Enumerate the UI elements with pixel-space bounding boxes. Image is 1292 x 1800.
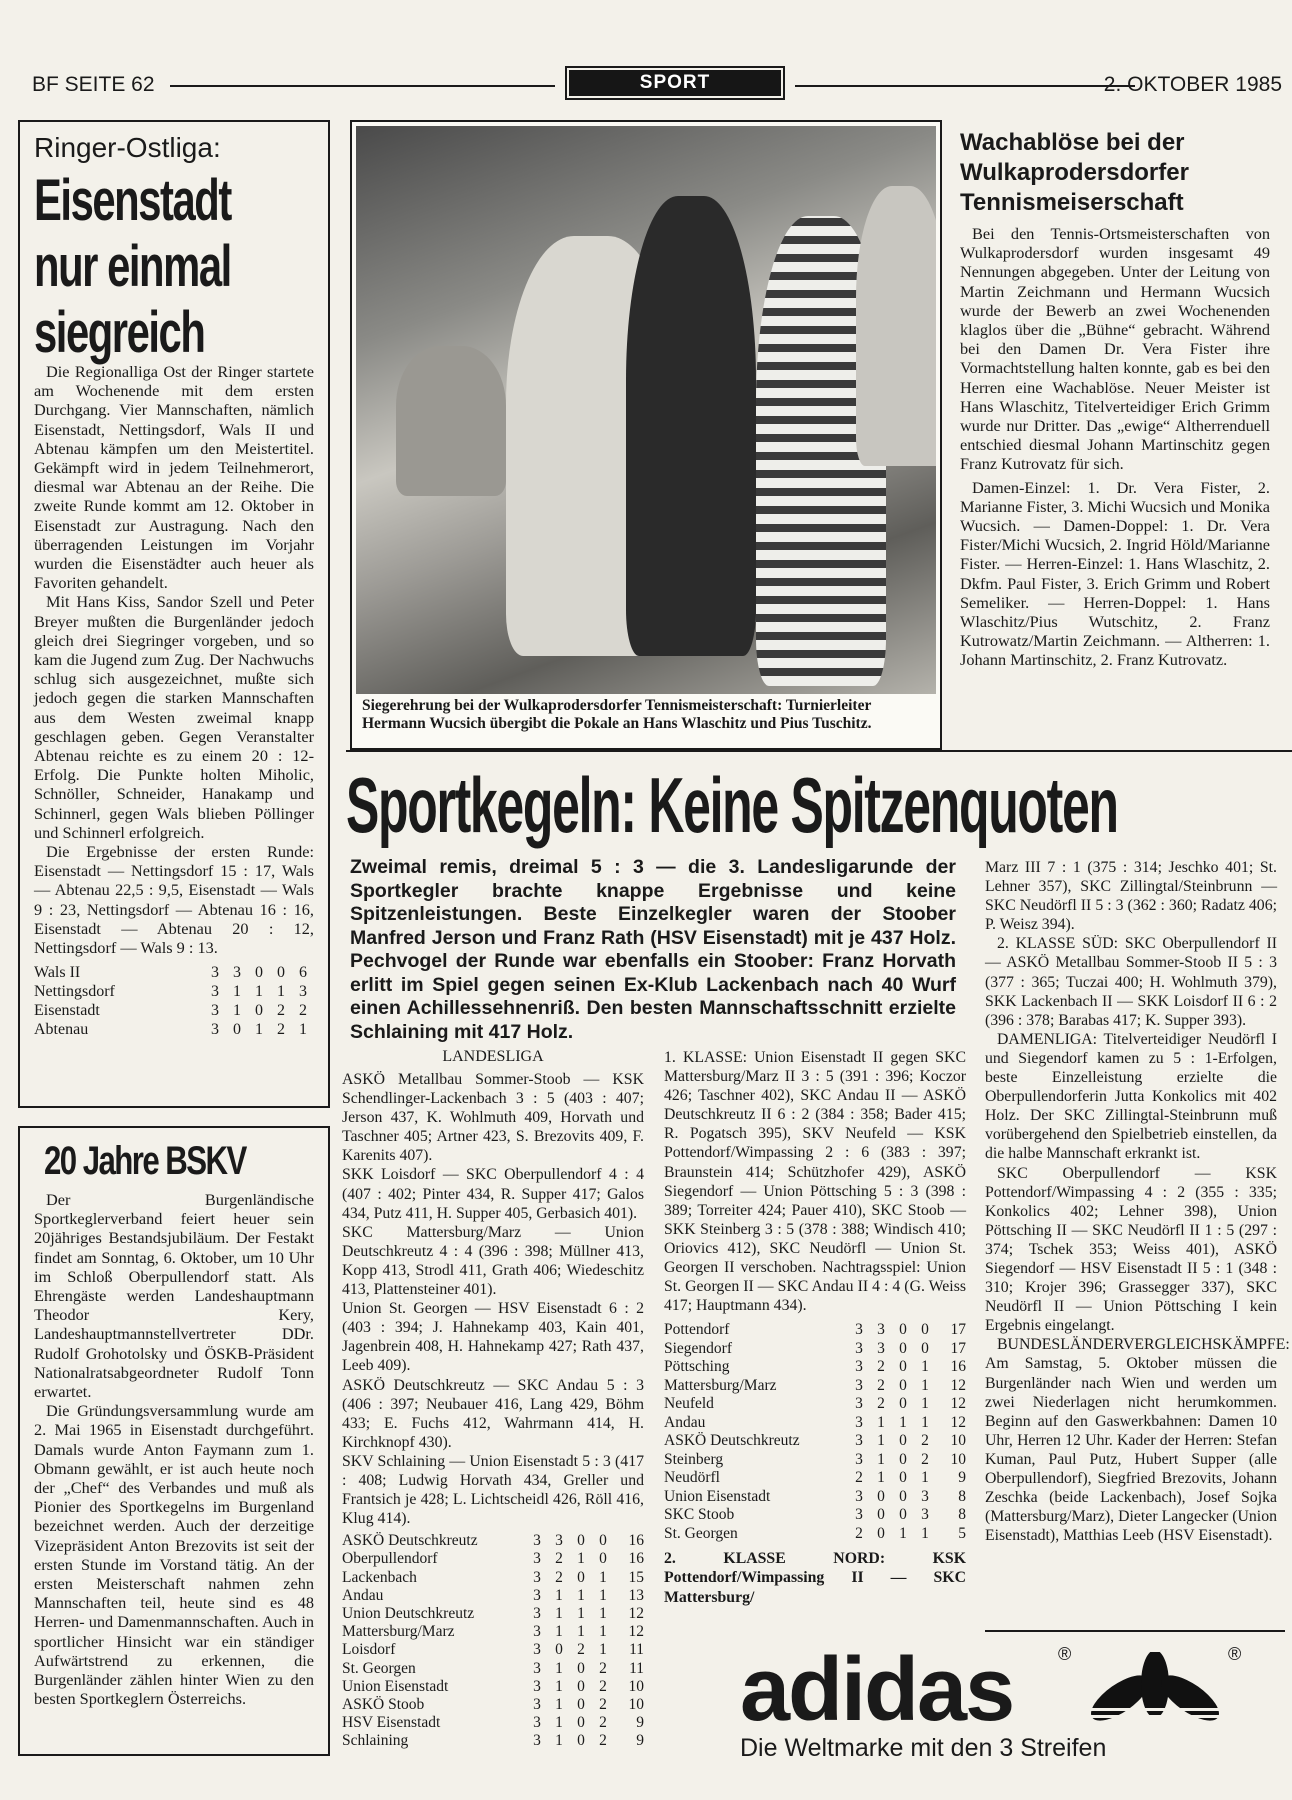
kegeln-col-klasse: [664, 1048, 966, 1607]
result-paragraph: Union St. Georgen — HSV Eisenstadt 6 : 2 (403 : 394; J. Hahnekamp 403, Kain 401, Jagenbrein 408, H. Hahnekamp 427; Rath 437, Leeb 409).: [342, 1300, 644, 1375]
adidas-logo-text: adidas: [740, 1640, 1014, 1740]
registered-mark: ®: [1058, 1644, 1072, 1664]
table-row: Siegendorf 3 3 0 0 17: [664, 1339, 966, 1357]
headline-line: Eisenstadt: [34, 168, 231, 233]
rule: [170, 85, 555, 87]
table-row: Mattersburg/Marz 3 2 0 1 12: [664, 1376, 966, 1394]
result-paragraph: Marz III 7 : 1 (375 : 314; Jeschko 401; St. Lehner 357), SKC Zillingtal/Steinbrunn — SKC Neudörfl II 5 : 3 (362 : 360; Radatz 406; P. Weisz 394).: [985, 859, 1277, 934]
table-row: ASKÖ Stoob 3 1 0 2 10: [342, 1696, 644, 1714]
table-row: Eisenstadt 3 1 0 2 2: [34, 1002, 307, 1020]
rule: [985, 1630, 1285, 1632]
table-row: St. Georgen 2 0 1 1 5: [664, 1524, 966, 1542]
bskv-paragraph: Der Burgenländische Sportkeglerverband feiert heuer sein 20jähriges Bestandsjubiläum. Der Festakt findet am Sonntag, 6. Oktober, um 10 Uhr im Schloß Oberpullendorf statt. Als Ehrengäste werden Landeshauptmann Theodor Kery, Landeshauptmannstellvertreter DDr. Rudolf Grohotolsky und ÖSKB-Präsident Nationalratsabgeordneter Rudolf Tonn erwartet.: [34, 1190, 314, 1402]
landesliga-standings: [342, 1532, 644, 1750]
result-paragraph: SKV Schlaining — Union Eisenstadt 5 : 3 (417 : 408; Ludwig Horvath 434, Greller und Frantsich je 428; L. Lichtscheidl 426, Röll 416, Klug 414).: [342, 1452, 644, 1528]
table-row: Wals II 3 3 0 0 6: [34, 964, 307, 982]
result-paragraph: 2. KLASSE NORD: KSK Pottendorf/Wimpassing II — SKC Mattersburg/: [664, 1550, 966, 1606]
ringer-paragraph: Die Ergebnisse der ersten Runde: Eisenstadt — Nettingsdorf 15 : 17, Wals — Abtenau 22,5 : 9,5, Eisenstadt — Wals 9 : 23, Nettingsdorf — Abtenau 16 : 16, Eisenstadt — Abtenau 20 : 12, Nettingsdorf — Wals 9 : 13.: [34, 842, 314, 958]
result-paragraph: SKC Mattersburg/Marz — Union Deutschkreutz 4 : 4 (396 : 398; Müllner 413, Kopp 413, Strodl 411, Grath 406; Wiedeschitz 413, Plattensteiner 401).: [342, 1223, 644, 1299]
table-row: Mattersburg/Marz 3 1 1 1 12: [342, 1623, 644, 1641]
result-paragraph: 1. KLASSE: Union Eisenstadt II gegen SKC Mattersburg/Marz II 3 : 5 (391 : 396; Koczor 426; Taschner 402), SKC Andau II — ASKÖ Deutschkreutz II 6 : 2 (384 : 358; Bader 415; R. Pogatsch 395), SKV Neufeld — KSK Pottendorf/Wimpassing 2 : 6 (383 : 397; Braunstein 414; Schützhofer 429), ASKÖ Siegendorf — Union Pöttsching 5 : 3 (398 : 389; Torreiter 424; Pauer 410), SKC Stoob — SKK Steinberg 3 : 5 (378 : 388; Windisch 410; Oriovics 412), SKC Neudörfl — Union St. Georgen II verschoben. Nachtragsspiel: Union St. Georgen II — SKC Andau II 4 : 4 (G. Weiss 417; Hauptmann 434).: [664, 1049, 966, 1315]
result-paragraph: DAMENLIGA: Titelverteidiger Neudörfl I und Siegendorf kamen zu 5 : 1-Erfolgen, beste Einzelleistung erzielte die Oberpullendorferin Jutta Konkolics mit 402 Holz. Der SKC Zillingtal-Steinbrunn muß vorübergehend den Spielbetrieb einstellen, da die halbe Mannschaft erkrankt ist.: [985, 1030, 1277, 1163]
ringer-paragraph: Die Regionalliga Ost der Ringer startete am Wochenende mit dem ersten Durchgang. Vier Mannschaften, nämlich Eisenstadt, Nettingsdorf, Wals II und Abtenau kämpfen um den Meistertitel. Gekämpft wird in jedem Teilnehmerort, diesmal war Abtenau an der Reihe. Die zweite Runde kommt am 12. Oktober in Eisenstadt zur Austragung. Nach den überragenden Leistungen im Vorjahr wurden die Eisenstädter auch heuer als Favoriten gehandelt.: [34, 362, 314, 593]
photo-caption: Siegerehrung bei der Wulkaprodersdorfer Tennismeisterschaft: Turnierleiter Hermann Wucsich übergibt die Pokale an Hans Wlaschitz und Pius Tuschitz.: [362, 697, 872, 732]
result-paragraph: SKK Loisdorf — SKC Oberpullendorf 4 : 4 (407 : 402; Pinter 434, R. Supper 417; Galos 434, Putz 411, H. Supper 405, Gerbasich 401).: [342, 1166, 644, 1222]
bskv-headline: 20 Jahre BSKV: [44, 1139, 246, 1183]
registered-mark: ®: [1228, 1644, 1242, 1664]
table-row: Union Deutschkreutz 3 1 1 1 12: [342, 1605, 644, 1623]
table-row: Union Eisenstadt 3 1 0 2 10: [342, 1677, 644, 1695]
headline-line: siegreich: [34, 300, 205, 365]
kegeln-col-landesliga: [342, 1048, 644, 1751]
issue-date: 2. OKTOBER 1985: [1103, 73, 1282, 96]
table-row: Pottendorf 3 3 0 0 17: [664, 1321, 966, 1339]
bskv-article: [18, 1126, 330, 1756]
trefoil-logo-icon: [1080, 1652, 1230, 1732]
section-label: SPORT: [565, 66, 785, 100]
table-row: Loisdorf 3 0 2 1 11: [342, 1641, 644, 1659]
ringer-paragraph: Mit Hans Kiss, Sandor Szell und Peter Breyer mußten die Burgenländer jedoch gleich drei Siegringer vorgeben, und so kam die Jugend zum Zug. Der Nachwuchs schlug sich ausgezeichnet, mußte sich jedoch gegen die starken Mannschaften aus dem Westen zweimal knapp geschlagen geben. Gegen Veranstalter Abtenau reichte es zu einem 20 : 12-Erfolg. Die Punkte holten Miholic, Schnöller, Schneider, Hanakamp und Schinnerl, gegen Wals blieben Pöllinger und Schinnerl erfolgreich.: [34, 592, 314, 842]
adidas-slogan: Die Weltmarke mit den 3 Streifen: [740, 1734, 1107, 1762]
tennis-headline: Wachablöse bei der Wulkaprodersdorfer Tennismeiserschaft: [960, 129, 1189, 216]
table-row: SKC Stoob 3 0 0 3 8: [664, 1506, 966, 1524]
table-row: Andau 3 1 1 1 13: [342, 1586, 644, 1604]
ringer-headline: [34, 168, 322, 366]
ringer-article: [18, 120, 330, 1108]
result-paragraph: 2. KLASSE SÜD: SKC Oberpullendorf II — ASKÖ Metallbau Sommer-Stoob II 5 : 3 (377 : 365; Tuczai 400; H. Wohlmuth 379), SKK Lackenbach II — SKK Loisdorf II 6 : 2 (396 : 378; Barabas 417; K. Supper 393).: [985, 935, 1277, 1029]
table-row: HSV Eisenstadt 3 1 0 2 9: [342, 1714, 644, 1732]
photo-figure: [856, 186, 936, 466]
result-paragraph: SKC Oberpullendorf — KSK Pottendorf/Wimpassing 4 : 2 (355 : 335; Konkolics 402; Lehner 398), Union Pöttsching II — SKC Neudörfl II 1 : 5 (297 : 374; Tschek 353; Weiss 401), ASKÖ Siegendorf — HSV Eisenstadt II 5 : 1 (348 : 310; Krojer 396; Grassegger 337), SKC Neudörfl II — Union Pöttsching I kein Ergebnis eingelangt.: [985, 1164, 1277, 1335]
table-row: Steinberg 3 1 0 2 10: [664, 1450, 966, 1468]
rule: [795, 85, 1135, 87]
table-row: Andau 3 1 1 1 12: [664, 1413, 966, 1431]
table-row: Neufeld 3 2 0 1 12: [664, 1395, 966, 1413]
table-row: St. Georgen 3 1 0 2 11: [342, 1659, 644, 1677]
tennis-paragraph: Bei den Tennis-Ortsmeisterschaften von Wulkaprodersdorf wurden insgesamt 49 Nennungen abgegeben. Unter der Leitung von Martin Zeichmann und Hermann Wucsich wurde der Bewerb an zwei Wochenenden klaglos über die „Bühne“ gebracht. Während bei den Damen Dr. Vera Fister ihre Vormachtstellung halten konnte, gab es bei den Herren eine Wachablöse. Neuer Meister ist Hans Wlaschitz, Titelverteidiger Erich Grimm wurde nur Dritter. Das „ewige“ Altherrenduell entschied diesmal Johann Martinschitz gegen Franz Kutrovatz für sich.: [960, 224, 1270, 474]
page-number: BF SEITE 62: [32, 73, 155, 96]
result-paragraph: ASKÖ Deutschkreutz — SKC Andau 5 : 3 (406 : 397; Neubauer 416, Lang 429, Böhm 433; E. Fuchs 412, Wahrmann 414, H. Kirchknopf 430).: [342, 1376, 644, 1451]
ringer-standings: [34, 963, 314, 1039]
table-row: Oberpullendorf 3 2 1 0 16: [342, 1550, 644, 1568]
photo-figure: [626, 196, 756, 656]
kegeln-lead: Zweimal remis, dreimal 5 : 3 — die 3. Landesligarunde der Sportkegler brachte knappe Ergebnisse und keine Spitzenleistungen. Beste Einzelkegler waren der Stoober Manfred Jerson und Franz Rath (HSV Eisenstadt) mit je 437 Holz. Pechvogel der Runde war ebenfalls ein Stoober: Franz Horvath erlitt im Spiel gegen seinen Ex-Klub Lackenbach nach 40 Wurf einen Achillessehnenriß. Den besten Mannschaftsschnitt erzielte Schlaining mit 417 Holz.: [350, 856, 956, 1043]
table-row: Pöttsching 3 2 0 1 16: [664, 1358, 966, 1376]
table-row: ASKÖ Deutschkreutz 3 1 0 2 10: [664, 1432, 966, 1450]
klasse-standings: [664, 1321, 966, 1543]
table-row: Nettingsdorf 3 1 1 1 3: [34, 983, 307, 1001]
result-paragraph: BUNDESLÄNDERVERGLEICHSKÄMPFE: Am Samstag, 5. Oktober müssen die Burgenländer nach Wien und werden um zwei Niederlagen nicht herumkommen. Beginn auf den Gaswerkbahnen: Damen 10 Uhr, Herren 12 Uhr. Kader der Herren: Stefan Kuman, Paul Putz, Hubert Supper (alle Oberpullendorf), Siegfried Brezovits, Johann Zeschka (beide Lackenbach), Josef Sojka (Mattersburg/Marz), Dieter Langecker (Union Eisenstadt), Matthias Leeb (HSV Eisenstadt).: [985, 1336, 1290, 1545]
page-header: [20, 66, 1282, 106]
table-row: Union Eisenstadt 3 0 0 3 8: [664, 1487, 966, 1505]
kegeln-col-3: [985, 858, 1290, 1545]
table-row: Schlaining 3 1 0 2 9: [342, 1732, 644, 1750]
headline-line: nur einmal: [34, 234, 231, 299]
ringer-kicker: Ringer-Ostliga:: [34, 132, 221, 163]
photo-frame: [350, 120, 942, 750]
kegeln-headline: Sportkegeln: Keine Spitzenquoten: [346, 761, 1118, 849]
col-title: LANDESLIGA: [442, 1048, 544, 1065]
tennis-article: [960, 128, 1270, 670]
photo-figure: [396, 346, 506, 496]
tennis-results: Damen-Einzel: 1. Dr. Vera Fister, 2. Marianne Fister, 3. Michi Wucsich und Monika Wucsich. — Damen-Doppel: 1. Dr. Vera Fister/Michi Wucsich, 2. Ingrid Höld/Marianne Fister. — Herren-Einzel: 1. Hans Wlaschitz, 2. Dkfm. Paul Fister, 3. Erich Grimm und Robert Semeliker. — Herren-Doppel: 1. Hans Wlaschitz/Pius Wutschitz, 2. Franz Kutrowatz/Martin Zeichmann. — Altherren: 1. Johann Martinschitz, 2. Franz Kutrovatz.: [960, 477, 1270, 670]
table-row: Lackenbach 3 2 0 1 15: [342, 1568, 644, 1586]
award-ceremony-photo: [356, 126, 936, 694]
rule: [346, 750, 1292, 752]
table-row: Abtenau 3 0 1 2 1: [34, 1021, 307, 1039]
bskv-paragraph: Die Gründungsversammlung wurde am 2. Mai 1965 in Eisenstadt durchgeführt. Damals wurde Anton Faymann zum 1. Obmann gewählt, er ist auch heute noch der „Chef“ des Verbandes und muß als Pionier des Sportkegelns im Burgenland bezeichnet werden. Auch der derzeitige Vizepräsident Anton Brezovits ist seit der ersten Stunde im Vorstand tätig. An der ersten Meisterschaft nahmen zehn Mannschaften teil, heute sind es 48 Herren- und Damenmannschaften. Auch in sportlicher Hinsicht war ein ständiger Aufwärtstrend zu erkennen, die Burgenländer zählen hinter Wien zu den besten Sportkeglern Österreichs.: [34, 1401, 314, 1709]
result-paragraph: ASKÖ Metallbau Sommer-Stoob — KSK Schendlinger-Lackenbach 3 : 5 (403 : 407; Jerson 437, K. Wohlmuth 409, Horvath und Taschner 405; Artner 423, S. Brezovits 409, F. Karenits 407).: [342, 1071, 644, 1165]
adidas-ad: [740, 1640, 1280, 1762]
table-row: ASKÖ Deutschkreutz 3 3 0 0 16: [342, 1532, 644, 1550]
table-row: Neudörfl 2 1 0 1 9: [664, 1469, 966, 1487]
